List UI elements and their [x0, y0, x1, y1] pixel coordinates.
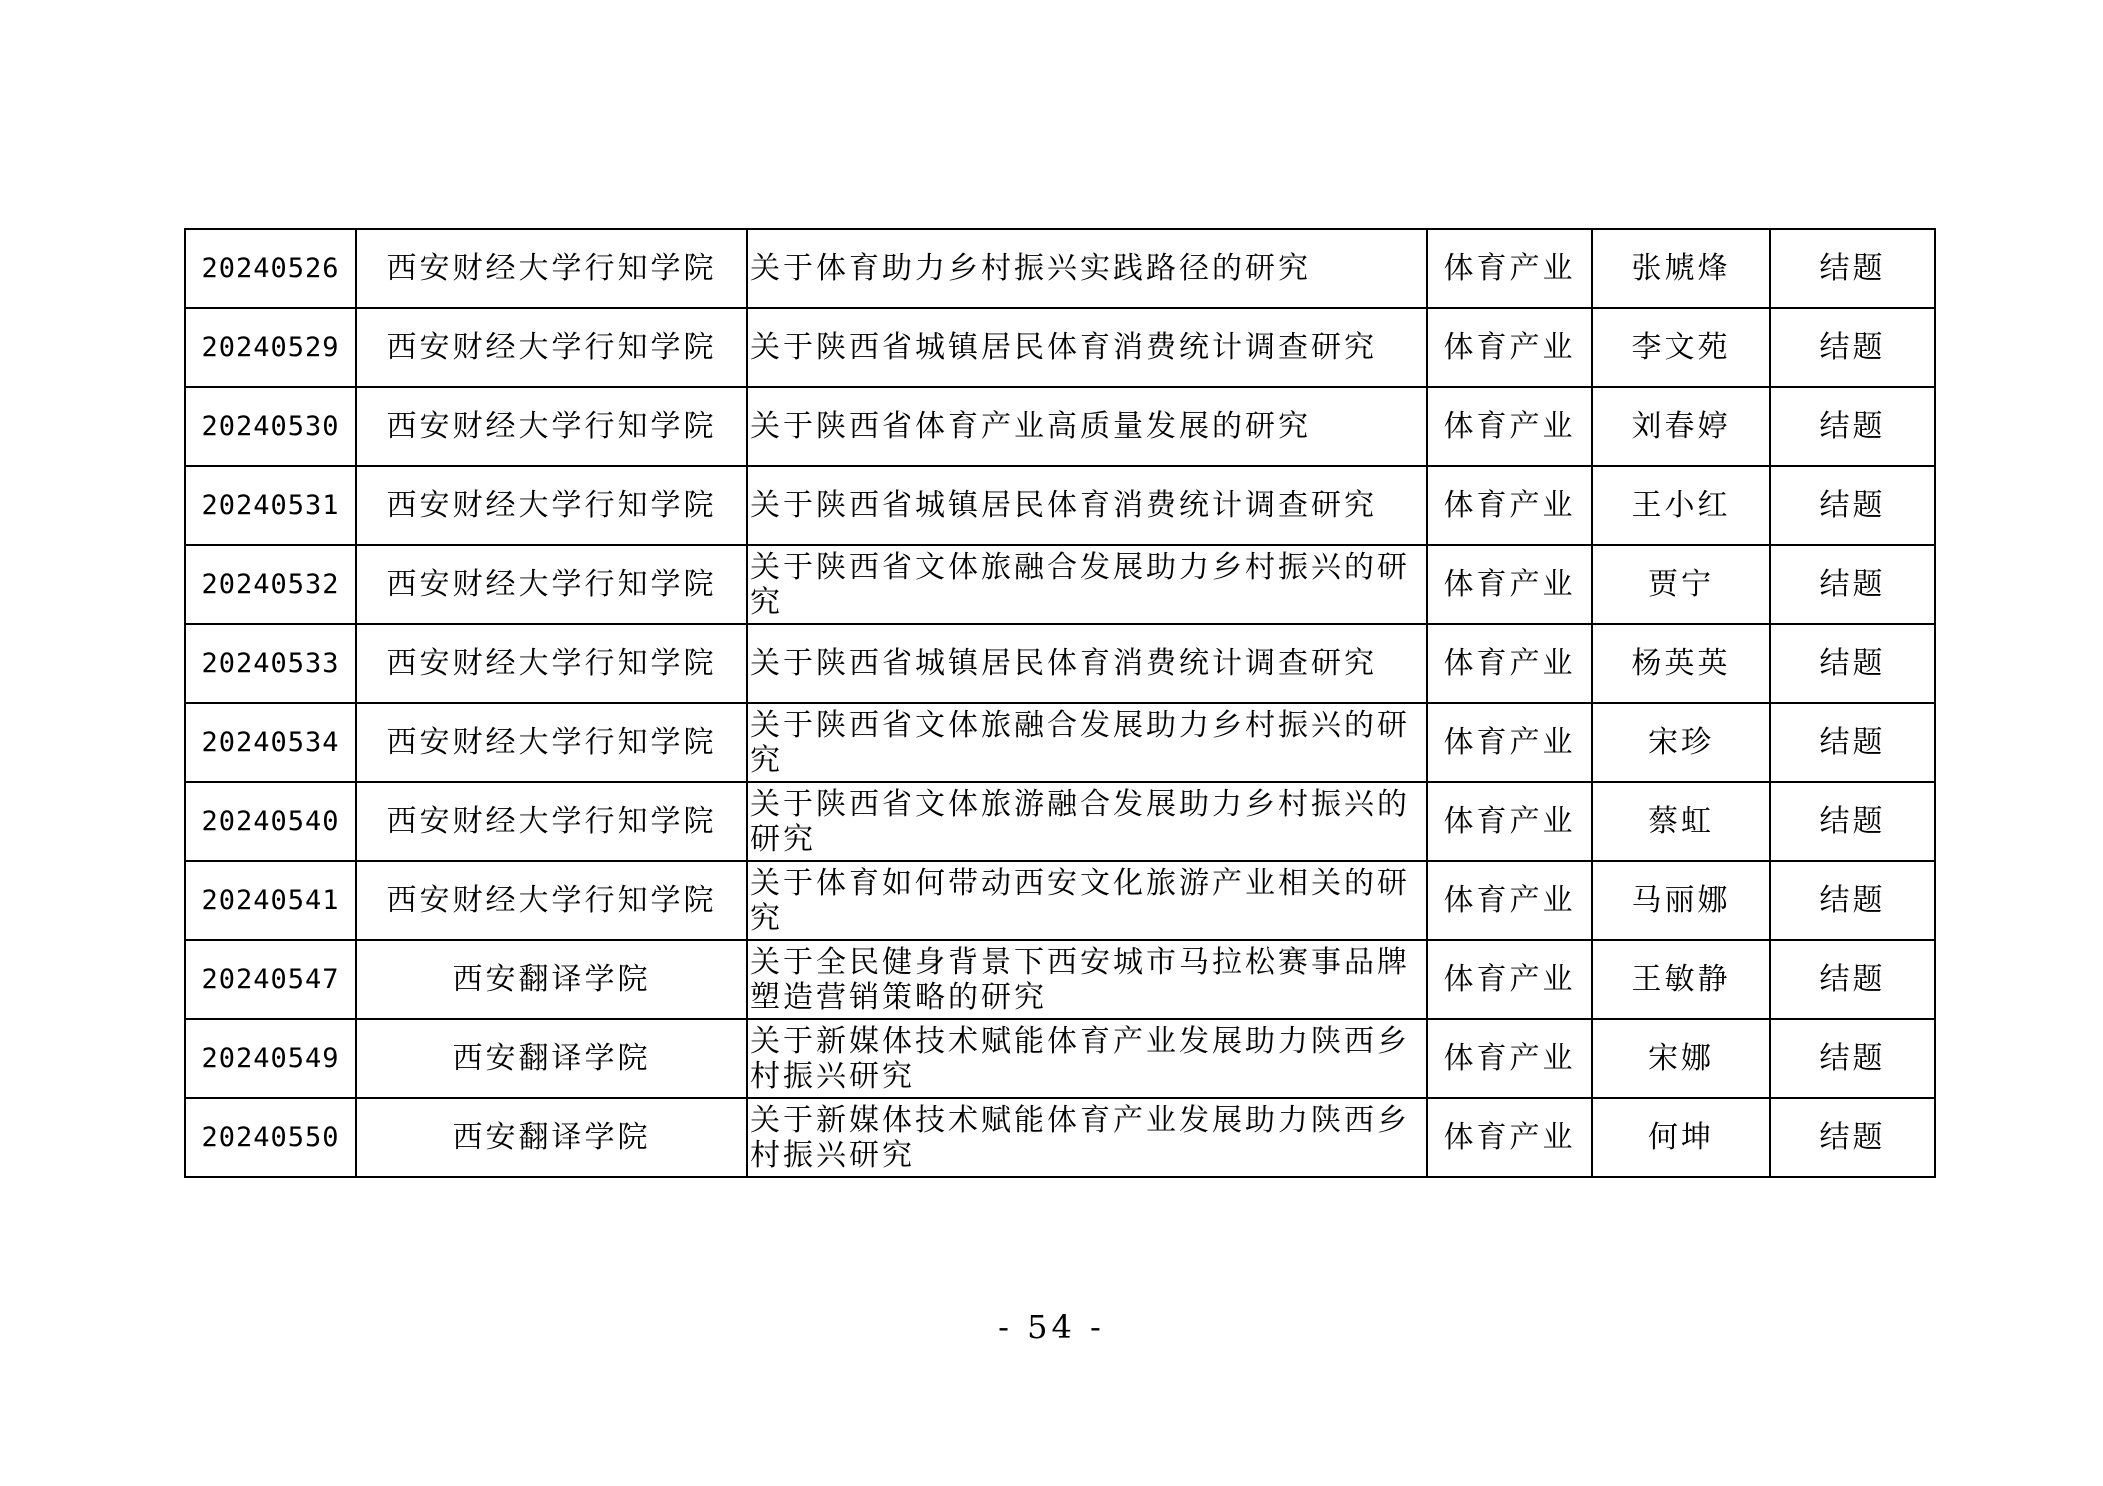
project-id-cell: 20240529 — [185, 308, 356, 387]
project-id-cell: 20240532 — [185, 545, 356, 624]
institution-cell: 西安财经大学行知学院 — [356, 387, 747, 466]
project-title-cell: 关于陕西省城镇居民体育消费统计调查研究 — [747, 624, 1427, 703]
institution-cell: 西安财经大学行知学院 — [356, 545, 747, 624]
institution-cell: 西安翻译学院 — [356, 1098, 747, 1177]
table-row — [185, 782, 1935, 861]
status-cell: 结题 — [1770, 387, 1935, 466]
table-row — [185, 624, 1935, 703]
project-id-cell: 20240531 — [185, 466, 356, 545]
project-title-cell: 关于陕西省城镇居民体育消费统计调查研究 — [747, 466, 1427, 545]
page-number: - 54 - — [998, 1308, 1105, 1346]
status-cell: 结题 — [1770, 940, 1935, 1019]
table-row — [185, 940, 1935, 1019]
person-cell: 李文苑 — [1592, 308, 1770, 387]
project-table-body — [185, 229, 1935, 1177]
status-cell: 结题 — [1770, 229, 1935, 308]
category-cell: 体育产业 — [1427, 782, 1592, 861]
project-title-cell: 关于陕西省体育产业高质量发展的研究 — [747, 387, 1427, 466]
person-cell: 张虓烽 — [1592, 229, 1770, 308]
institution-cell: 西安财经大学行知学院 — [356, 466, 747, 545]
person-cell: 贾宁 — [1592, 545, 1770, 624]
project-id-cell: 20240541 — [185, 861, 356, 940]
person-cell: 马丽娜 — [1592, 861, 1770, 940]
status-cell: 结题 — [1770, 782, 1935, 861]
person-cell: 宋娜 — [1592, 1019, 1770, 1098]
category-cell: 体育产业 — [1427, 861, 1592, 940]
project-id-cell: 20240549 — [185, 1019, 356, 1098]
person-cell: 蔡虹 — [1592, 782, 1770, 861]
status-cell: 结题 — [1770, 466, 1935, 545]
project-id-cell: 20240526 — [185, 229, 356, 308]
category-cell: 体育产业 — [1427, 703, 1592, 782]
status-cell: 结题 — [1770, 703, 1935, 782]
project-id-cell: 20240540 — [185, 782, 356, 861]
table-row — [185, 1098, 1935, 1177]
category-cell: 体育产业 — [1427, 387, 1592, 466]
category-cell: 体育产业 — [1427, 545, 1592, 624]
project-title-cell: 关于体育如何带动西安文化旅游产业相关的研究 — [747, 861, 1427, 940]
project-id-cell: 20240534 — [185, 703, 356, 782]
person-cell: 王敏静 — [1592, 940, 1770, 1019]
table-row — [185, 229, 1935, 308]
project-title-cell: 关于新媒体技术赋能体育产业发展助力陕西乡村振兴研究 — [747, 1019, 1427, 1098]
category-cell: 体育产业 — [1427, 466, 1592, 545]
status-cell: 结题 — [1770, 545, 1935, 624]
institution-cell: 西安财经大学行知学院 — [356, 624, 747, 703]
category-cell: 体育产业 — [1427, 624, 1592, 703]
status-cell: 结题 — [1770, 1019, 1935, 1098]
person-cell: 何坤 — [1592, 1098, 1770, 1177]
status-cell: 结题 — [1770, 1098, 1935, 1177]
table-row — [185, 308, 1935, 387]
person-cell: 王小红 — [1592, 466, 1770, 545]
category-cell: 体育产业 — [1427, 229, 1592, 308]
project-title-cell: 关于新媒体技术赋能体育产业发展助力陕西乡村振兴研究 — [747, 1098, 1427, 1177]
institution-cell: 西安财经大学行知学院 — [356, 782, 747, 861]
project-title-cell: 关于陕西省文体旅融合发展助力乡村振兴的研究 — [747, 545, 1427, 624]
person-cell: 杨英英 — [1592, 624, 1770, 703]
project-id-cell: 20240530 — [185, 387, 356, 466]
status-cell: 结题 — [1770, 861, 1935, 940]
project-title-cell: 关于全民健身背景下西安城市马拉松赛事品牌塑造营销策略的研究 — [747, 940, 1427, 1019]
project-id-cell: 20240533 — [185, 624, 356, 703]
table-row — [185, 545, 1935, 624]
table-row — [185, 1019, 1935, 1098]
project-title-cell: 关于陕西省城镇居民体育消费统计调查研究 — [747, 308, 1427, 387]
status-cell: 结题 — [1770, 308, 1935, 387]
project-id-cell: 20240547 — [185, 940, 356, 1019]
project-id-cell: 20240550 — [185, 1098, 356, 1177]
institution-cell: 西安财经大学行知学院 — [356, 229, 747, 308]
project-table — [184, 228, 1936, 1178]
table-row — [185, 466, 1935, 545]
category-cell: 体育产业 — [1427, 1019, 1592, 1098]
table-row — [185, 387, 1935, 466]
institution-cell: 西安翻译学院 — [356, 940, 747, 1019]
table-row — [185, 703, 1935, 782]
institution-cell: 西安财经大学行知学院 — [356, 308, 747, 387]
project-title-cell: 关于陕西省文体旅融合发展助力乡村振兴的研究 — [747, 703, 1427, 782]
status-cell: 结题 — [1770, 624, 1935, 703]
category-cell: 体育产业 — [1427, 308, 1592, 387]
institution-cell: 西安财经大学行知学院 — [356, 703, 747, 782]
project-title-cell: 关于陕西省文体旅游融合发展助力乡村振兴的研究 — [747, 782, 1427, 861]
person-cell: 宋珍 — [1592, 703, 1770, 782]
project-title-cell: 关于体育助力乡村振兴实践路径的研究 — [747, 229, 1427, 308]
institution-cell: 西安财经大学行知学院 — [356, 861, 747, 940]
person-cell: 刘春婷 — [1592, 387, 1770, 466]
category-cell: 体育产业 — [1427, 1098, 1592, 1177]
institution-cell: 西安翻译学院 — [356, 1019, 747, 1098]
category-cell: 体育产业 — [1427, 940, 1592, 1019]
table-row — [185, 861, 1935, 940]
